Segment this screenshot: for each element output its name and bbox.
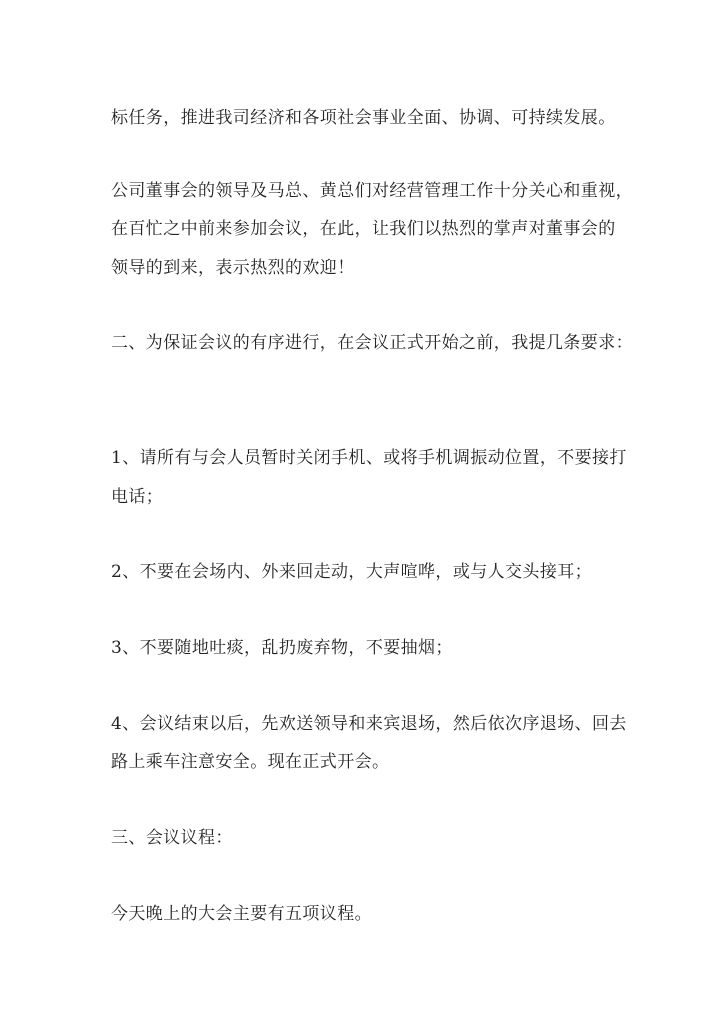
paragraph-agenda-intro: 今天晚上的大会主要有五项议程。 bbox=[111, 904, 372, 924]
list-item-3: 3、不要随地吐痰，乱扔废弃物，不要抽烟； bbox=[111, 638, 453, 658]
paragraph-line-board-1: 公司董事会的领导及马总、黄总们对经营管理工作十分关心和重视， bbox=[111, 181, 633, 201]
section-heading-requirements: 二、为保证会议的有序进行，在会议正式开始之前，我提几条要求： bbox=[111, 333, 633, 353]
list-item-4-line-1: 4、会议结束以后，先欢送领导和来宾退场，然后依次序退场、回去 bbox=[111, 714, 627, 734]
list-item-4-line-2: 路上乘车注意安全。现在正式开会。 bbox=[111, 752, 390, 772]
list-item-2: 2、不要在会场内、外来回走动，大声喧哗，或与人交头接耳； bbox=[111, 562, 593, 582]
section-heading-agenda: 三、会议议程： bbox=[111, 828, 233, 848]
paragraph-line-board-2: 在百忙之中前来参加会议，在此，让我们以热烈的掌声对董事会的 bbox=[111, 219, 616, 239]
list-item-1-line-1: 1、请所有与会人员暂时关闭手机、或将手机调振动位置，不要接打 bbox=[111, 448, 627, 468]
paragraph-line-continuation: 标任务，推进我司经济和各项社会事业全面、协调、可持续发展。 bbox=[111, 108, 616, 128]
paragraph-line-board-3: 领导的到来，表示热烈的欢迎！ bbox=[111, 258, 355, 278]
list-item-1-line-2: 电话； bbox=[111, 487, 164, 507]
